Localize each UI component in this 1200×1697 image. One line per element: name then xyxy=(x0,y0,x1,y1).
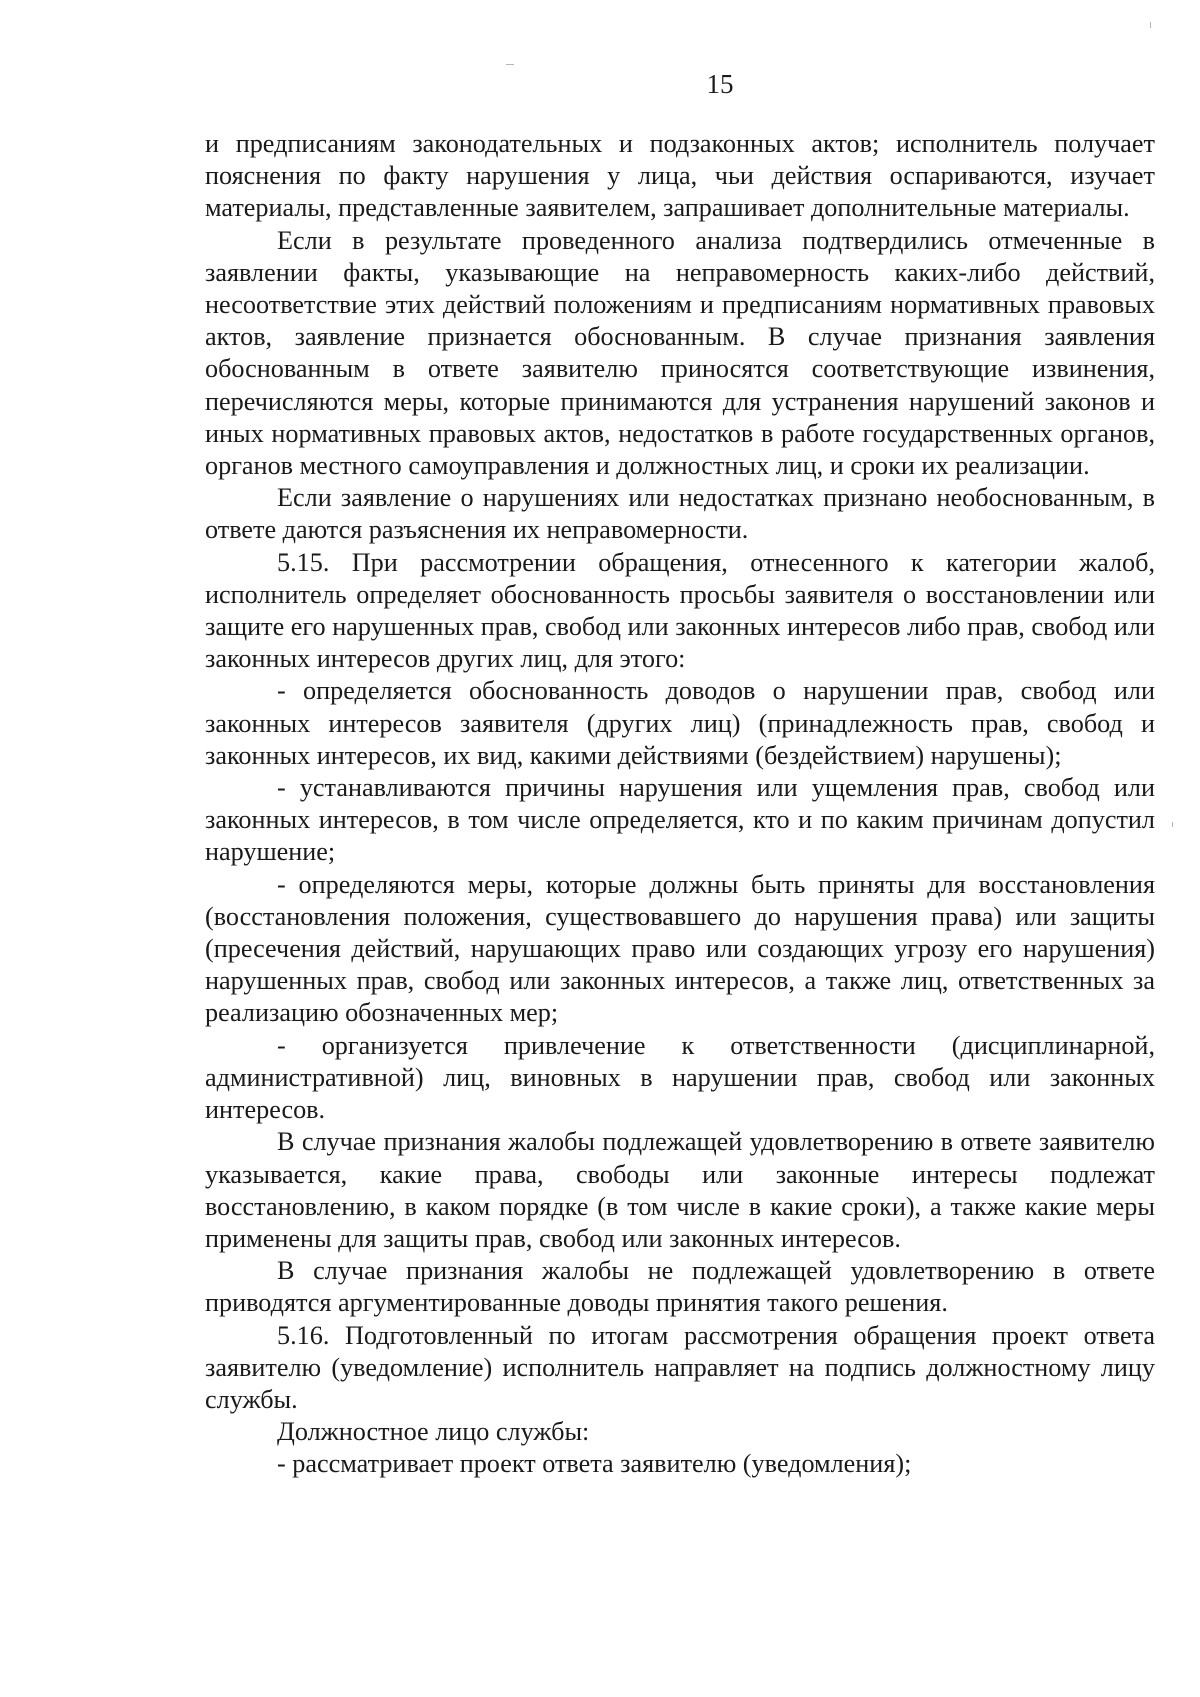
paragraph-unjustified-claim: Если заявление о нарушениях или недостатках признано необоснованным, в ответе даются разъяснения их неправомерности. xyxy=(205,483,1155,545)
paragraph-complaint-satisfied: В случае признания жалобы подлежащей удовлетворению в ответе заявителю указывается, какие права, свободы или законные интересы подлежат восстановлению, в каком порядке (в том числе в какие сроки), а также какие меры применены для защиты прав, свобод или законных интересов. xyxy=(205,1127,1155,1253)
list-item-causes: - устанавливаются причины нарушения или ущемления прав, свобод или законных интересов, в том числе определяется, кто и по каким причинам допустил нарушение; xyxy=(205,773,1155,867)
list-item-liability: - организуется привлечение к ответственности (дисциплинарной, административной) лиц, виновных в нарушении прав, свобод или законных интересов. xyxy=(205,1030,1155,1125)
scan-speck-right-upper xyxy=(1150,22,1151,28)
list-item-measures: - определяются меры, которые должны быть приняты для восстановления (восстановления положения, существовавшего до нарушения права) или защиты (пресечения действий, нарушающих право или создающих угрозу его нарушения) нарушенных прав, свобод или законных интересов, а также лиц, ответственных за реализацию обозначенных мер; xyxy=(205,869,1155,1028)
paragraph-5-16: 5.16. Подготовленный по итогам рассмотрения обращения проект ответа заявителю (уведомление) исполнитель направляет на подпись должностному лицу службы. xyxy=(205,1320,1155,1414)
scan-speck-right-mid xyxy=(1172,822,1173,827)
paragraph-official-heading: Должностное лицо службы: xyxy=(277,1417,590,1447)
paragraph-5-15: 5.15. При рассмотрении обращения, отнесенного к категории жалоб, исполнитель определяет обоснованность просьбы заявителя о восстановлении или защите его нарушенных прав, свобод или законных интересов либо прав, свобод или законных интересов других лиц, для этого: xyxy=(205,547,1155,674)
paragraph-continuation: и предписаниям законодательных и подзаконных актов; исполнитель получает пояснения по факту нарушения у лица, чьи действия оспариваются, изучает материалы, представленные заявителем, запрашивает дополнительные материалы. xyxy=(205,129,1155,223)
scan-speck-top xyxy=(506,64,514,65)
paragraph-complaint-rejected: В случае признания жалобы не подлежащей удовлетворению в ответе приводятся аргументированные доводы принятия такого решения. xyxy=(205,1256,1155,1318)
list-item-review-draft: - рассматривает проект ответа заявителю (уведомления); xyxy=(277,1449,912,1479)
paragraph-justified-claim: Если в результате проведенного анализа подтвердились отмеченные в заявлении факты, указывающие на неправомерность каких-либо действий, несоответствие этих действий положениям и предписаниям нормативных правовых актов, заявление признается обоснованным. В случае признания заявления обоснованным в ответе заявителю приносятся соответствующие извинения, перечисляются меры, которые принимаются для устранения нарушений законов и иных нормативных правовых актов, недостатков в работе государственных органов, органов местного самоуправления и должностных лиц, и сроки их реализации. xyxy=(205,225,1155,481)
document-body xyxy=(205,128,1155,1481)
page-number: 15 xyxy=(706,69,734,99)
list-item-grounds: - определяется обоснованность доводов о нарушении прав, свобод или законных интересов заявителя (других лиц) (принадлежность прав, свобод и законных интересов, их вид, какими действиями (бездействием) нарушены); xyxy=(205,676,1155,770)
